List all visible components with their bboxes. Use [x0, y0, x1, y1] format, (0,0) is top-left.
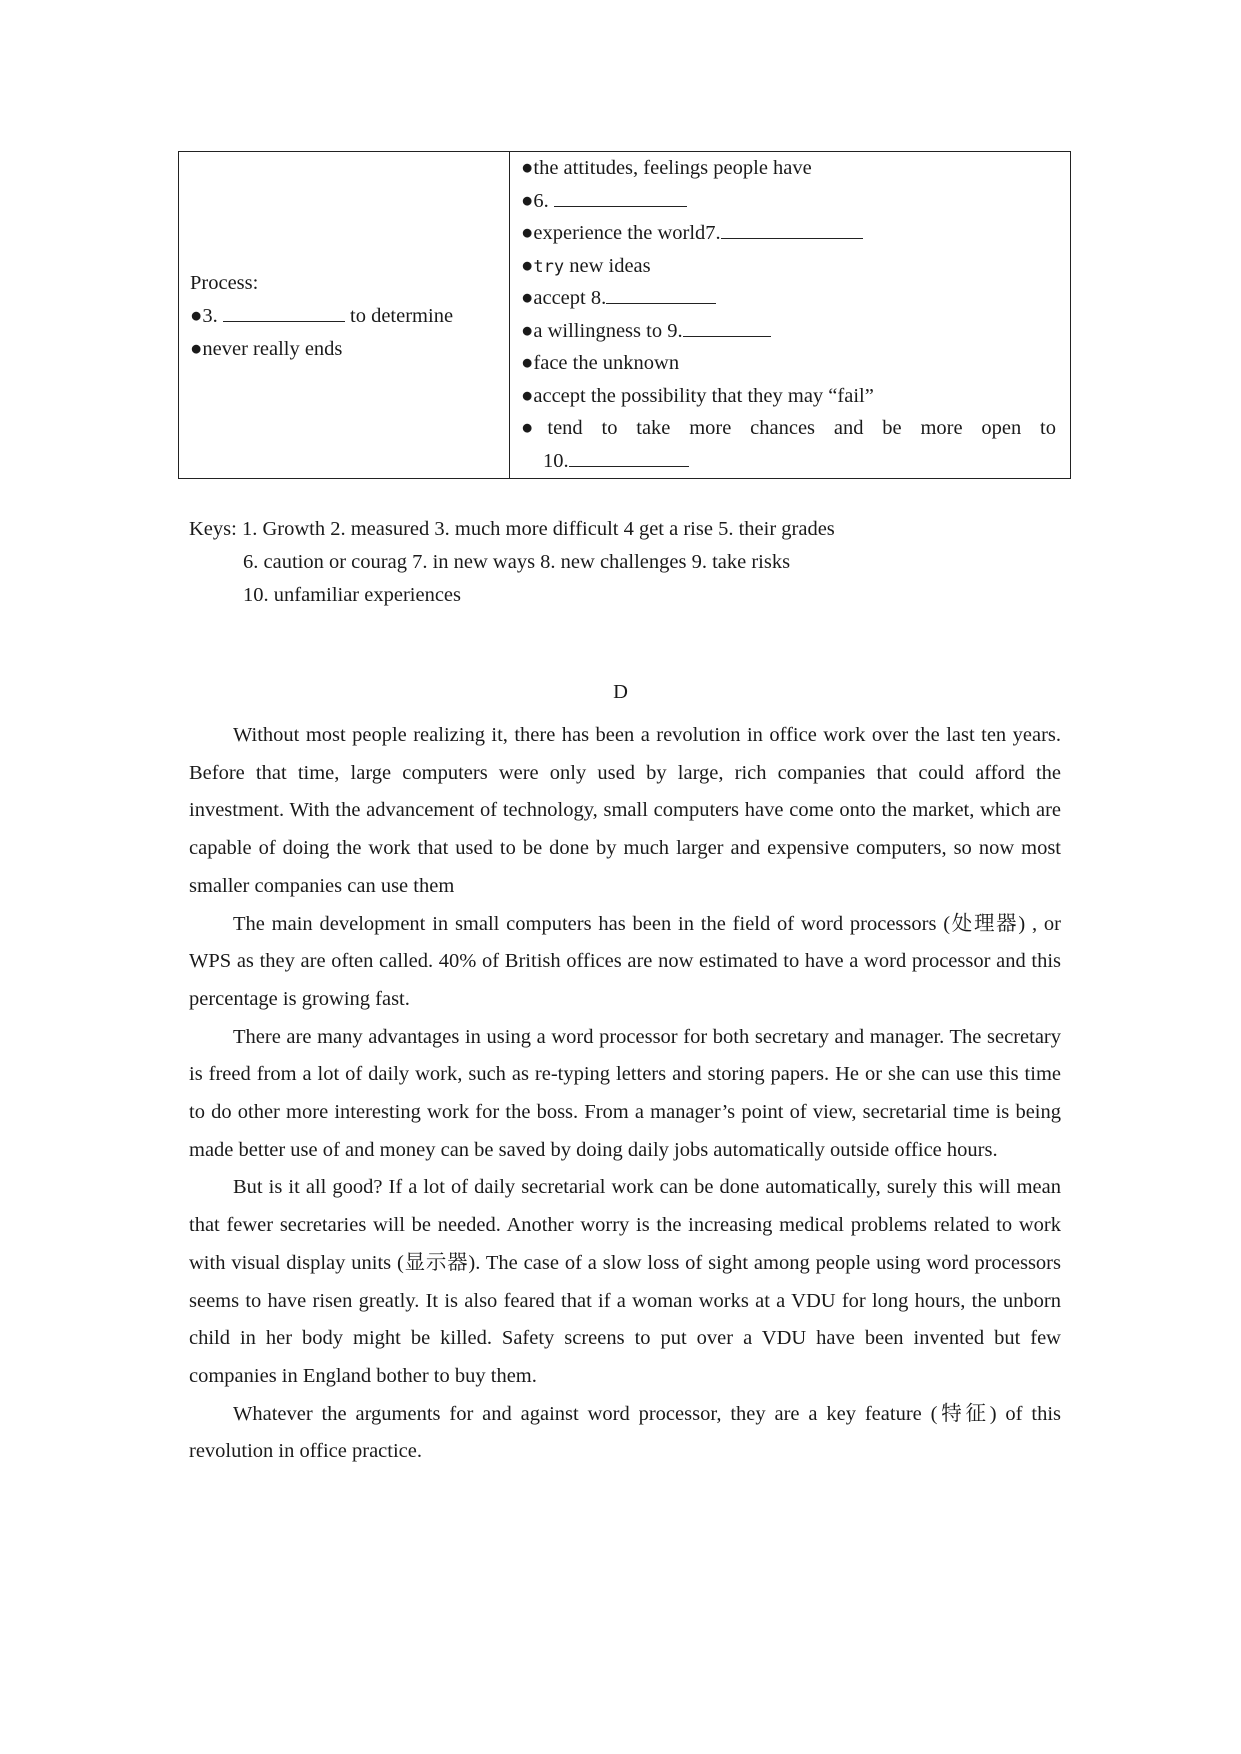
paragraph: Whatever the arguments for and against word processor, they are a key feature (特征) of this revolution in office practice. — [189, 1402, 1061, 1463]
process-item-never-ends: ●never really ends — [190, 338, 343, 360]
process-item-3: ●3. to determine — [190, 305, 454, 327]
answer-blank — [223, 304, 345, 322]
paragraph: Without most people realizing it, there has been a revolution in office work over the last ten years. Before that time, large computers were only used by large, rich companies that could afford the investment. With the advancement of technology, small computers have come onto the market, which are capable of doing the work that used to be done by much larger and expensive computers, so now most smaller companies can use them — [189, 724, 1061, 897]
list-item: ●face the unknown — [521, 352, 680, 374]
list-item: ●accept 8. — [521, 286, 716, 310]
answer-blank — [569, 449, 689, 467]
paragraph: The main development in small computers has been in the field of word processors (处理器) , or WPS as they are often called. 40% of British offices are now estimated to have a word processor and this percentage is growing fast. — [189, 912, 1061, 1010]
list-item: ●the attitudes, feelings people have — [521, 157, 812, 179]
answer-blank — [721, 221, 863, 239]
bullet-icon: ● — [521, 157, 534, 179]
section-title: D — [613, 681, 628, 703]
paragraph: But is it all good? If a lot of daily secretarial work can be done automatically, surely this will mean that fewer secretaries will be needed. Another worry is the increasing medical problems related to work with visual display units (显示器). The case of a slow loss of sight among people using word processors seems to have risen greatly. It is also feared that if a woman works at a VDU for long hours, the unborn child in her body might be killed. Safety screens to put over a VDU have been invented but few companies in England bother to buy them. — [189, 1176, 1061, 1387]
bullet-icon: ● — [521, 190, 534, 212]
answer-blank — [683, 319, 771, 337]
bullet-icon: ● — [521, 320, 534, 342]
process-label: Process: — [190, 272, 259, 294]
list-item: ●try new ideas — [521, 255, 651, 277]
answer-blank — [554, 189, 687, 207]
bullet-icon: ● — [521, 385, 534, 407]
list-item: ●a willingness to 9. — [521, 319, 771, 343]
list-item: ●accept the possibility that they may “fail” — [521, 385, 874, 407]
list-item: ●6. — [521, 189, 687, 213]
keys-line-1: Keys: 1. Growth 2. measured 3. much more difficult 4 get a rise 5. their grades — [189, 518, 835, 540]
answer-blank — [606, 286, 716, 304]
keys-line-3: 10. unfamiliar experiences — [243, 584, 462, 606]
list-item: ● tend to take more chances and be more open to — [521, 417, 1056, 439]
bullet-icon: ● — [190, 338, 203, 360]
table-right-cell — [510, 152, 1070, 478]
bullet-icon: ● — [190, 305, 203, 327]
bullet-icon: ● — [521, 255, 534, 277]
bullet-icon: ● — [521, 222, 534, 244]
table-left-cell — [179, 152, 510, 478]
list-item: ●experience the world7. — [521, 221, 863, 245]
keys-line-2: 6. caution or courag 7. in new ways 8. new challenges 9. take risks — [243, 551, 791, 573]
outline-table — [178, 151, 1071, 479]
list-item: 10. — [543, 449, 689, 473]
bullet-icon: ● — [521, 417, 534, 439]
reading-passage — [189, 717, 1061, 1471]
bullet-icon: ● — [521, 287, 534, 309]
bullet-icon: ● — [521, 352, 534, 374]
paragraph: There are many advantages in using a word processor for both secretary and manager. The secretary is freed from a lot of daily work, such as re-typing letters and storing papers. He or she can use this time to do other more interesting work for the boss. From a manager’s point of view, secretarial time is being made better use of and money can be saved by doing daily jobs automatically outside office hours. — [189, 1025, 1061, 1161]
